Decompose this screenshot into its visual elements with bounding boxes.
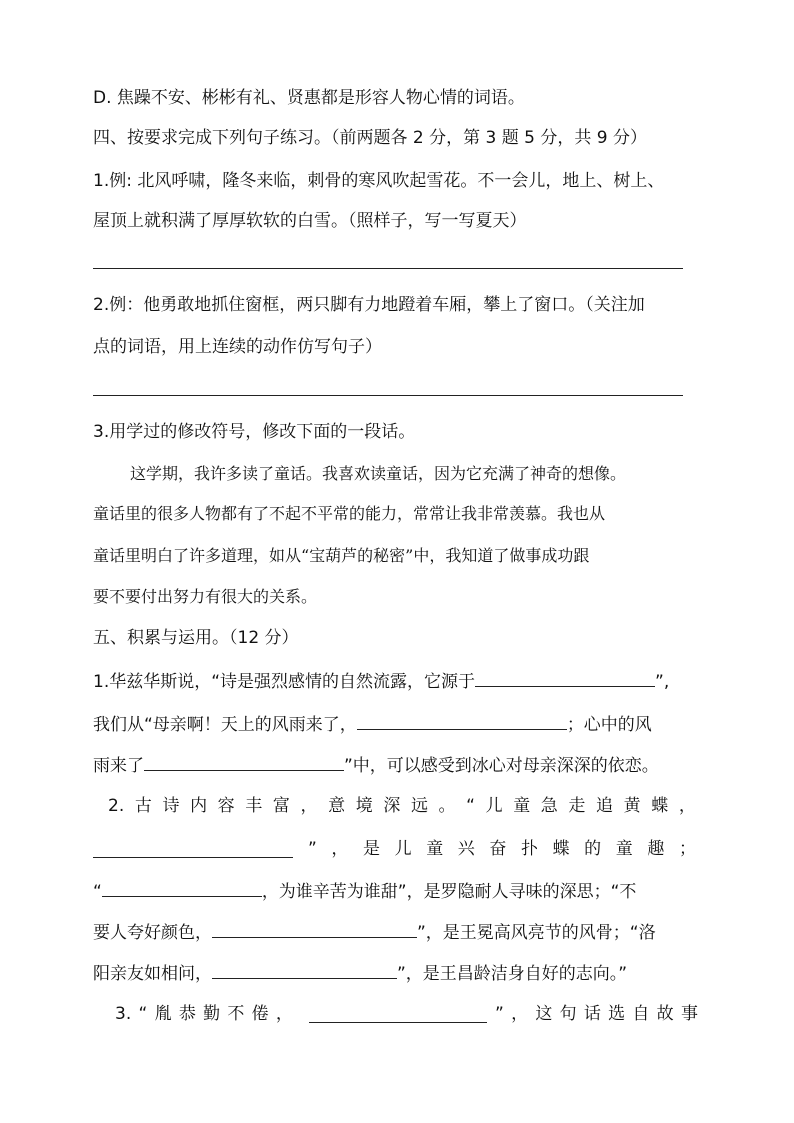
answer-line[interactable] xyxy=(93,268,683,269)
char: 意 xyxy=(328,796,346,816)
char: 古 xyxy=(134,796,152,816)
text: ”, xyxy=(655,672,670,692)
char: 丰 xyxy=(245,796,263,816)
text: 阳亲友如相问， xyxy=(93,964,212,984)
text: ，为谁辛苦为谁甜”，是罗隐耐人寻味的深思；“不 xyxy=(261,882,637,902)
text: 雨来了 xyxy=(93,756,144,776)
char: 童 xyxy=(513,796,531,816)
char: ， xyxy=(331,839,349,859)
answer-line[interactable] xyxy=(93,395,683,396)
char: 自 xyxy=(632,1004,650,1024)
char: ； xyxy=(678,839,696,859)
fill-blank[interactable] xyxy=(93,839,293,858)
char: 境 xyxy=(355,796,373,816)
char: 急 xyxy=(540,796,558,816)
q5-3-text-b xyxy=(495,1002,698,1026)
char: ， xyxy=(511,1004,529,1024)
char: 选 xyxy=(608,1004,626,1024)
char: 儿 xyxy=(485,796,503,816)
char: 的 xyxy=(584,839,602,859)
char: 童 xyxy=(615,839,633,859)
fill-blank[interactable] xyxy=(475,668,655,687)
passage-line: 这学期，我许多读了童话。我喜欢读童话，因为它充满了神奇的想像。 xyxy=(130,464,627,483)
passage-line: 童话里明白了许多道理，如从“宝葫芦的秘密”中，我知道了做事成功跟 xyxy=(93,546,590,565)
q5-2-line1 xyxy=(108,794,696,818)
char: 扑 xyxy=(520,839,538,859)
q5-2-line5 xyxy=(93,960,627,986)
char: 富 xyxy=(272,796,290,816)
text: “ xyxy=(93,882,102,902)
char: 不 xyxy=(227,1004,245,1024)
char: 追 xyxy=(596,796,614,816)
char: 3. xyxy=(115,1004,132,1024)
char: ” xyxy=(308,839,317,859)
passage-line: 童话里的很多人物都有了不起不平常的能力，常常让我非常羡慕。我也从 xyxy=(93,504,606,523)
text: 我们从“母亲啊！天上的风雨来了， xyxy=(93,715,357,735)
option-d: D. 焦躁不安、彬彬有礼、贤惠都是形容人物心情的词语。 xyxy=(93,88,525,108)
text: ”，是王昌龄洁身自好的志向。” xyxy=(397,964,628,984)
char: 走 xyxy=(568,796,586,816)
fill-blank[interactable] xyxy=(212,960,397,979)
q5-2-line2-text xyxy=(308,837,696,861)
char: 倦 xyxy=(251,1004,269,1024)
char: “ xyxy=(138,1004,148,1024)
char: 童 xyxy=(426,839,444,859)
passage-line: 要不要付出努力有很大的关系。 xyxy=(93,587,318,606)
q4-3-title: 3.用学过的修改符号，修改下面的一段话。 xyxy=(93,422,416,442)
section-five-title: 五、积累与运用。（12 分） xyxy=(93,628,299,648)
char: 黄 xyxy=(623,796,641,816)
char: 诗 xyxy=(162,796,180,816)
char: ” xyxy=(495,1004,504,1024)
text: ”中，可以感受到冰心对母亲深深的依恋。 xyxy=(344,756,659,776)
char: 奋 xyxy=(489,839,507,859)
char: 事 xyxy=(680,1004,698,1024)
char: “ xyxy=(466,796,475,816)
q4-1-line1: 1.例: 北风呼啸，隆冬来临，刺骨的寒风吹起雪花。不一会儿，地上、树上、 xyxy=(93,171,665,191)
char: 容 xyxy=(217,796,235,816)
q5-1-line2 xyxy=(93,711,652,737)
fill-blank[interactable] xyxy=(357,711,567,730)
char: 胤 xyxy=(154,1004,172,1024)
fill-blank[interactable] xyxy=(212,919,417,938)
char: ， xyxy=(300,796,318,816)
q5-1-line3 xyxy=(93,752,659,778)
text: 1.华兹华斯说，“诗是强烈感情的自然流露，它源于 xyxy=(93,672,476,692)
char: 故 xyxy=(656,1004,674,1024)
char: 内 xyxy=(190,796,208,816)
text: ”，是王冕高风亮节的风骨；“洛 xyxy=(417,923,656,943)
char: 勤 xyxy=(203,1004,221,1024)
char: 。 xyxy=(438,796,456,816)
q5-2-line3 xyxy=(93,878,636,904)
char: 恭 xyxy=(178,1004,196,1024)
text: 要人夸好颜色， xyxy=(93,923,212,943)
char: 句 xyxy=(559,1004,577,1024)
char: 是 xyxy=(363,839,380,859)
char: 话 xyxy=(583,1004,601,1024)
text: ；心中的风 xyxy=(566,715,652,735)
char: 这 xyxy=(535,1004,553,1024)
char: 2. xyxy=(108,796,125,816)
char: 深 xyxy=(383,796,401,816)
fill-blank[interactable] xyxy=(102,878,262,897)
char: 兴 xyxy=(457,839,475,859)
q5-3-text-a xyxy=(115,1002,293,1026)
fill-blank[interactable] xyxy=(309,1004,487,1023)
fill-blank[interactable] xyxy=(144,752,344,771)
char: 蝶 xyxy=(552,839,570,859)
char: 蝶 xyxy=(651,796,669,816)
q4-1-line2: 屋顶上就积满了厚厚软软的白雪。（照样子，写一写夏天） xyxy=(93,211,527,231)
char: 儿 xyxy=(394,839,412,859)
q4-2-line1: 2.例：他勇敢地抓住窗框，两只脚有力地蹬着车厢，攀上了窗口。（关注加 xyxy=(93,295,645,315)
char: ， xyxy=(678,796,696,816)
q4-2-line2: 点的词语，用上连续的动作仿写句子） xyxy=(93,337,382,357)
char: 趣 xyxy=(647,839,665,859)
q5-2-line4 xyxy=(93,919,656,945)
q5-1-line1 xyxy=(93,668,669,694)
section-four-title: 四、按要求完成下列句子练习。（前两题各 2 分，第 3 题 5 分，共 9 分） xyxy=(93,128,647,148)
char: ， xyxy=(275,1004,293,1024)
char: 远 xyxy=(410,796,428,816)
